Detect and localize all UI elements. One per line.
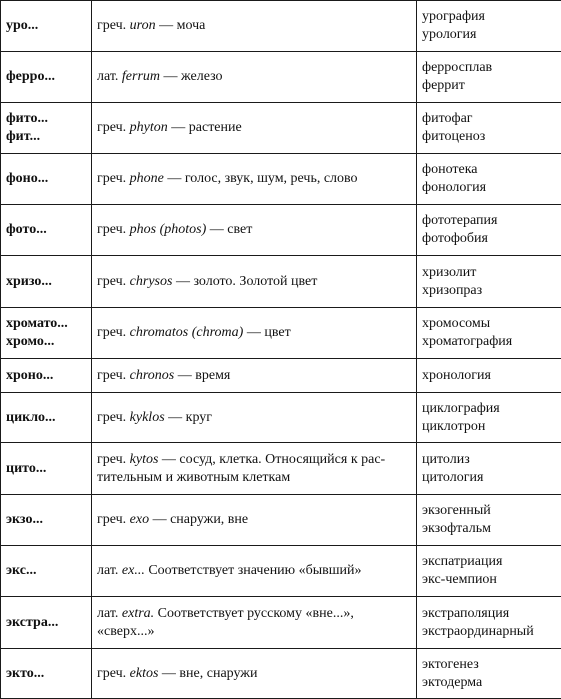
examples-cell bbox=[417, 308, 561, 359]
prefix-text: ферро... bbox=[6, 68, 86, 86]
source-term: phos (photos) bbox=[130, 222, 207, 237]
table-row bbox=[1, 359, 561, 393]
prefix-cell bbox=[1, 154, 92, 205]
etymology-cell: греч. phone — голос, звук, шум, речь, слово bbox=[92, 154, 417, 205]
meaning-text: время bbox=[195, 368, 230, 383]
example-word: урография bbox=[422, 8, 556, 26]
etymology-cell: греч. phos (photos) — свет bbox=[92, 205, 417, 256]
prefix-cell bbox=[1, 308, 92, 359]
table-row bbox=[1, 393, 561, 443]
etymology-cell bbox=[92, 546, 417, 597]
prefix-text: экзо... bbox=[6, 511, 86, 529]
example-word: экс-чемпион bbox=[422, 571, 556, 589]
etymology-cell: греч. chronos — время bbox=[92, 359, 417, 393]
prefix-text: цито... bbox=[6, 460, 86, 478]
etymology-cell: греч. chrysos — золото. Золотой цвет bbox=[92, 256, 417, 308]
meaning-text: круг bbox=[186, 410, 212, 425]
meaning-text: железо bbox=[181, 69, 223, 84]
example-word: хронология bbox=[422, 367, 556, 385]
source-term: chrysos bbox=[130, 274, 173, 289]
example-word: экзофтальм bbox=[422, 520, 556, 538]
example-word: урология bbox=[422, 26, 556, 44]
prefix-cell bbox=[1, 256, 92, 308]
examples-cell bbox=[417, 52, 561, 103]
prefix-cell bbox=[1, 597, 92, 649]
source-term: kyklos bbox=[130, 410, 165, 425]
examples-cell bbox=[417, 546, 561, 597]
source-term: chronos bbox=[130, 368, 175, 383]
source-term: ektos bbox=[130, 666, 159, 681]
language-label: греч. bbox=[97, 18, 126, 33]
example-word: цитолиз bbox=[422, 451, 556, 469]
example-word: хризопраз bbox=[422, 282, 556, 300]
etymology-cell: греч. exo — снаружи, вне bbox=[92, 495, 417, 546]
examples-cell bbox=[417, 103, 561, 154]
example-word: фонология bbox=[422, 179, 556, 197]
language-label: греч. bbox=[97, 410, 126, 425]
language-label: лат. bbox=[97, 69, 118, 84]
prefix-table-body bbox=[1, 1, 561, 699]
language-label: греч. bbox=[97, 325, 126, 340]
table-row bbox=[1, 546, 561, 597]
table-row bbox=[1, 52, 561, 103]
example-word: хризолит bbox=[422, 264, 556, 282]
language-label: греч. bbox=[97, 120, 126, 135]
example-word: циклотрон bbox=[422, 418, 556, 436]
prefix-text: экто... bbox=[6, 665, 86, 683]
meaning-text: цвет bbox=[264, 325, 290, 340]
etymology-cell bbox=[92, 597, 417, 649]
prefix-cell bbox=[1, 103, 92, 154]
table-row bbox=[1, 205, 561, 256]
meaning-text: золото. Золотой цвет bbox=[193, 274, 317, 289]
meaning-text: вне, снаружи bbox=[179, 666, 257, 681]
language-label: греч. bbox=[97, 274, 126, 289]
prefix-text: фоно... bbox=[6, 170, 86, 188]
meaning-text: растение bbox=[189, 120, 242, 135]
prefix-text: экс... bbox=[6, 562, 86, 580]
language-label: греч. bbox=[97, 512, 126, 527]
source-term: exo bbox=[130, 512, 149, 527]
examples-cell bbox=[417, 1, 561, 52]
prefix-text: фито... bbox=[6, 110, 86, 128]
prefix-cell bbox=[1, 359, 92, 393]
table-row bbox=[1, 495, 561, 546]
prefix-cell bbox=[1, 546, 92, 597]
language-label: лат. bbox=[97, 606, 118, 621]
source-term: uron bbox=[130, 18, 156, 33]
language-label: греч. bbox=[97, 368, 126, 383]
prefix-cell bbox=[1, 52, 92, 103]
prefix-cell bbox=[1, 649, 92, 699]
meaning-text: Соответствует значению «бывший» bbox=[148, 563, 361, 578]
meaning-text: свет bbox=[227, 222, 252, 237]
source-term: extra. bbox=[122, 606, 154, 621]
example-word: фитофаг bbox=[422, 110, 556, 128]
table-row bbox=[1, 649, 561, 699]
prefix-cell bbox=[1, 205, 92, 256]
table-row bbox=[1, 597, 561, 649]
prefix-text: хромато... bbox=[6, 315, 86, 333]
meaning-text: Соответствует русскому «вне...», «сверх...» bbox=[97, 606, 354, 639]
source-term: phone bbox=[130, 171, 164, 186]
prefix-cell bbox=[1, 443, 92, 495]
table-row bbox=[1, 443, 561, 495]
examples-cell bbox=[417, 205, 561, 256]
example-word: цитология bbox=[422, 469, 556, 487]
language-label: греч. bbox=[97, 452, 126, 467]
meaning-text: моча bbox=[177, 18, 206, 33]
example-word: экстраполяция bbox=[422, 605, 556, 623]
examples-cell bbox=[417, 393, 561, 443]
example-word: экспатриация bbox=[422, 553, 556, 571]
prefix-cell bbox=[1, 1, 92, 52]
prefix-text: фит... bbox=[6, 128, 86, 146]
etymology-cell: греч. kyklos — круг bbox=[92, 393, 417, 443]
example-word: фототерапия bbox=[422, 212, 556, 230]
example-word: эктогенез bbox=[422, 656, 556, 674]
prefix-text: цикло... bbox=[6, 409, 86, 427]
etymology-cell: греч. ektos — вне, снаружи bbox=[92, 649, 417, 699]
table-row bbox=[1, 308, 561, 359]
language-label: греч. bbox=[97, 222, 126, 237]
etymology-cell: греч. uron — моча bbox=[92, 1, 417, 52]
source-term: chromatos (chroma) bbox=[130, 325, 244, 340]
meaning-text: голос, звук, шум, речь, слово bbox=[185, 171, 358, 186]
prefix-text: хризо... bbox=[6, 273, 86, 291]
language-label: греч. bbox=[97, 171, 126, 186]
meaning-text: снаружи, вне bbox=[170, 512, 248, 527]
example-word: экзогенный bbox=[422, 502, 556, 520]
example-word: ферросплав bbox=[422, 59, 556, 77]
examples-cell bbox=[417, 495, 561, 546]
table-row bbox=[1, 1, 561, 52]
example-word: хроматография bbox=[422, 333, 556, 351]
language-label: лат. bbox=[97, 563, 118, 578]
example-word: экстраординарный bbox=[422, 623, 556, 641]
prefix-text: фото... bbox=[6, 221, 86, 239]
example-word: фитоценоз bbox=[422, 128, 556, 146]
examples-cell bbox=[417, 154, 561, 205]
example-word: циклография bbox=[422, 400, 556, 418]
examples-cell bbox=[417, 597, 561, 649]
source-term: ferrum bbox=[122, 69, 160, 84]
etymology-cell: греч. phyton — растение bbox=[92, 103, 417, 154]
prefix-text: экстра... bbox=[6, 614, 86, 632]
examples-cell bbox=[417, 443, 561, 495]
table-row bbox=[1, 256, 561, 308]
example-word: хромосомы bbox=[422, 315, 556, 333]
example-word: эктодерма bbox=[422, 674, 556, 692]
examples-cell bbox=[417, 256, 561, 308]
source-term: kytos bbox=[130, 452, 159, 467]
language-label: греч. bbox=[97, 666, 126, 681]
source-term: phyton bbox=[130, 120, 168, 135]
prefix-text: хромо... bbox=[6, 333, 86, 351]
example-word: фотофобия bbox=[422, 230, 556, 248]
table-row bbox=[1, 103, 561, 154]
prefix-cell bbox=[1, 393, 92, 443]
prefix-cell bbox=[1, 495, 92, 546]
table-row bbox=[1, 154, 561, 205]
etymology-cell: лат. ferrum — железо bbox=[92, 52, 417, 103]
prefix-text: хроно... bbox=[6, 367, 86, 385]
source-term: ex... bbox=[122, 563, 145, 578]
example-word: феррит bbox=[422, 77, 556, 95]
example-word: фонотека bbox=[422, 161, 556, 179]
examples-cell bbox=[417, 359, 561, 393]
examples-cell bbox=[417, 649, 561, 699]
etymology-cell: греч. chromatos (chroma) — цвет bbox=[92, 308, 417, 359]
meaning-text: сосуд, клетка. Относящийся к рас-тительным и животным клеткам bbox=[97, 452, 385, 485]
prefix-text: уро... bbox=[6, 17, 86, 35]
etymology-cell: греч. kytos — сосуд, клетка. Относящийся к рас-тительным и животным клеткам bbox=[92, 443, 417, 495]
